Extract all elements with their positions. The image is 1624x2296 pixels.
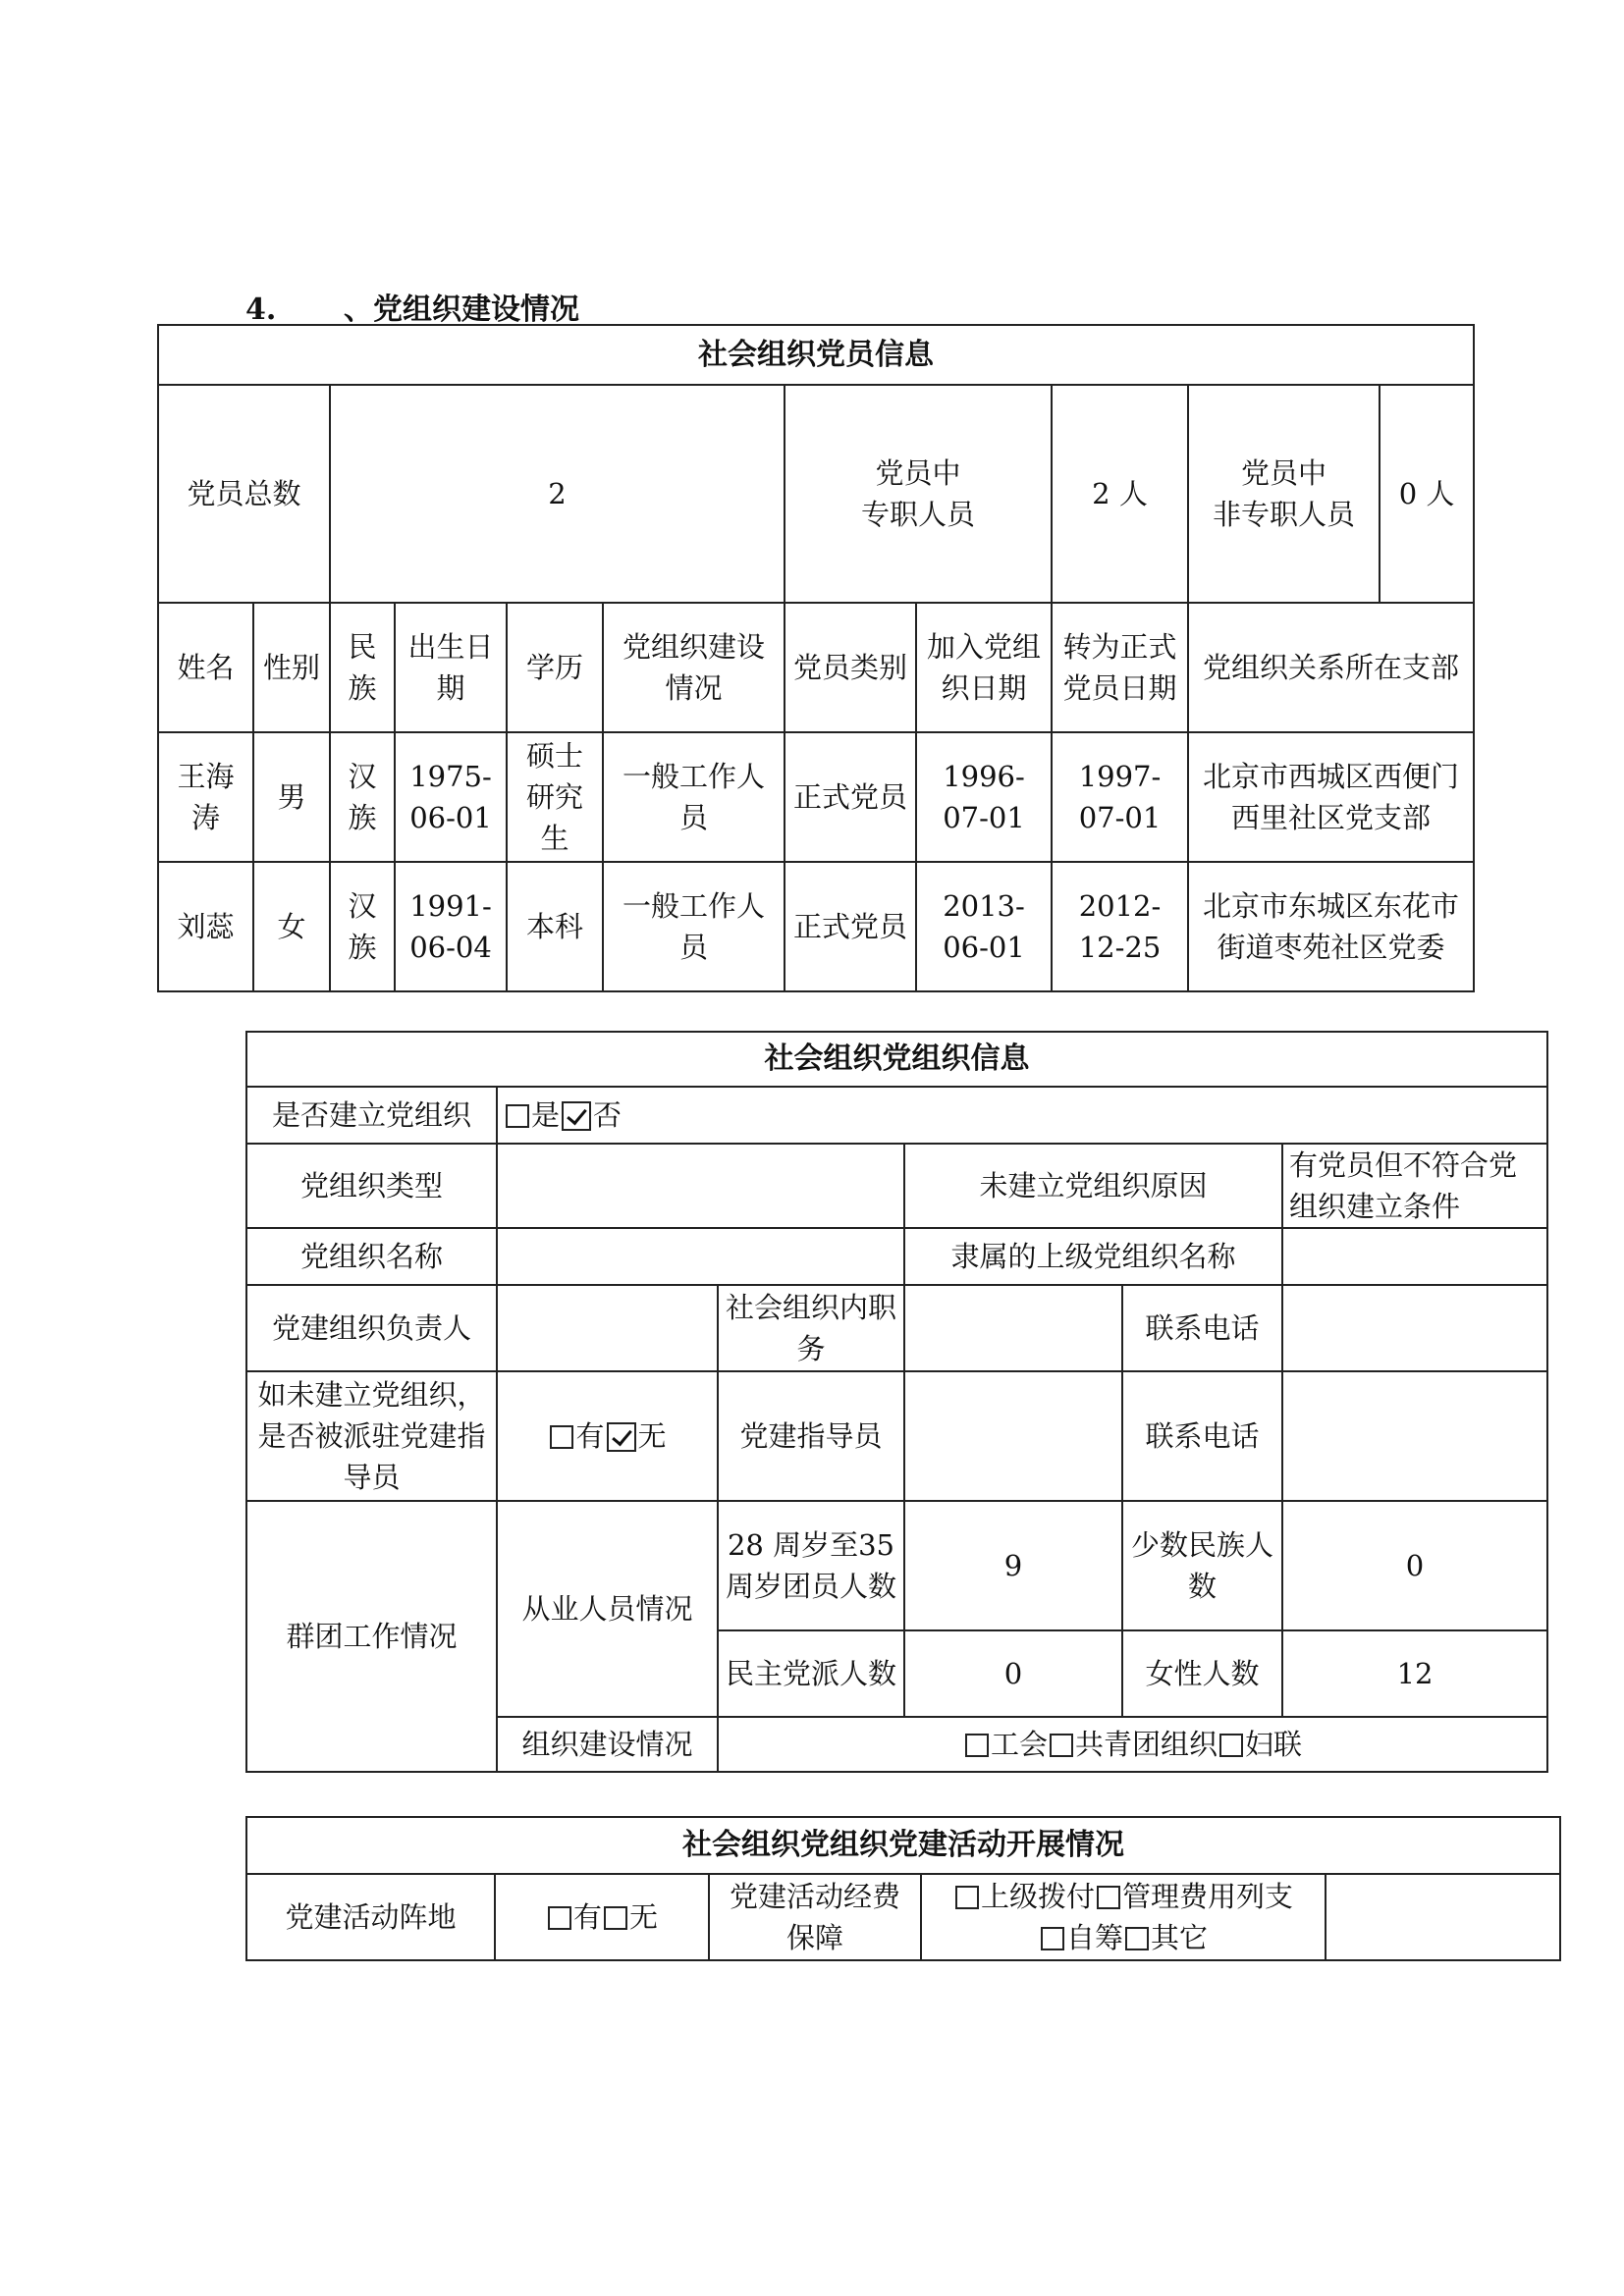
- phone2-label: 联系电话: [1122, 1371, 1282, 1501]
- col-header-party-role: 党组织建设情况: [603, 603, 785, 732]
- checkbox-women-fed[interactable]: [1219, 1734, 1243, 1757]
- reason-label: 未建立党组织原因: [904, 1144, 1282, 1228]
- instructor-value: [904, 1371, 1122, 1501]
- table-row: [158, 862, 1474, 991]
- member-join-date: 1996-07-01: [916, 732, 1052, 862]
- minority-label: 少数民族人数: [1122, 1501, 1282, 1630]
- checkbox-yes[interactable]: [506, 1104, 529, 1128]
- col-header-member-type: 党员类别: [785, 603, 916, 732]
- member-name: 刘蕊: [158, 862, 253, 991]
- section-number: 4.: [245, 293, 277, 327]
- checkbox-funding-superior[interactable]: [955, 1886, 979, 1909]
- phone-value: [1282, 1285, 1547, 1371]
- parttime-members-value: 0 人: [1398, 477, 1455, 510]
- section-heading: [245, 285, 579, 328]
- established-label: 是否建立党组织: [246, 1087, 497, 1144]
- member-branch: 北京市西城区西便门西里社区党支部: [1188, 732, 1474, 862]
- member-ethnicity: 汉族: [330, 732, 395, 862]
- member-header-row: [158, 603, 1474, 732]
- member-gender: 女: [253, 862, 330, 991]
- org-name-label: 党组织名称: [246, 1228, 497, 1285]
- funding-options: [921, 1874, 1326, 1960]
- fulltime-members-value: 2 人: [1052, 385, 1188, 603]
- col-header-education: 学历: [507, 603, 603, 732]
- build-opt-youth-league: 共青团组织: [1075, 1728, 1218, 1761]
- table-row: [158, 732, 1474, 862]
- total-members-value: 2: [330, 385, 785, 603]
- venue-no-label: 无: [629, 1900, 659, 1934]
- col-header-branch: 党组织关系所在支部: [1188, 603, 1474, 732]
- staff-label: 从业人员情况: [497, 1501, 718, 1717]
- venue-yes-label: 有: [572, 1900, 602, 1934]
- section-title: 、党组织建设情况: [344, 293, 579, 327]
- total-members-label: 党员总数: [158, 385, 330, 603]
- dispatch-no-label: 无: [637, 1419, 667, 1453]
- youth-value: 9: [904, 1501, 1122, 1630]
- org-type-value: [497, 1144, 904, 1228]
- member-party-role: 一般工作人员: [603, 732, 785, 862]
- instructor-label: 党建指导员: [718, 1371, 904, 1501]
- reason-value: 有党员但不符合党组织建立条件: [1282, 1144, 1547, 1228]
- checkbox-dispatch-no-checked[interactable]: [607, 1422, 636, 1452]
- col-header-join-date: 加入党组织日期: [916, 603, 1052, 732]
- col-header-birthdate: 出生日期: [395, 603, 507, 732]
- org-name-value: [497, 1228, 904, 1285]
- member-birthdate: 1991-06-04: [395, 862, 507, 991]
- member-birthdate: 1975-06-01: [395, 732, 507, 862]
- member-party-role: 一般工作人员: [603, 862, 785, 991]
- parttime-members-cell: [1188, 385, 1474, 603]
- dispatch-options: [497, 1371, 718, 1501]
- build-opt-union: 工会: [990, 1728, 1048, 1761]
- venue-label: 党建活动阵地: [246, 1874, 495, 1960]
- parttime-members-label: 党员中 非专职人员: [1189, 386, 1380, 602]
- member-type: 正式党员: [785, 862, 916, 991]
- funding-opt-self: 自筹: [1065, 1921, 1123, 1954]
- checkbox-youth-league[interactable]: [1050, 1734, 1073, 1757]
- member-join-date: 2013-06-01: [916, 862, 1052, 991]
- org-info-table: [245, 1031, 1548, 1773]
- position-value: [904, 1285, 1122, 1371]
- established-options: [497, 1087, 1547, 1144]
- phone-label: 联系电话: [1122, 1285, 1282, 1371]
- checkbox-no-checked[interactable]: [562, 1101, 591, 1131]
- member-education: 本科: [507, 862, 603, 991]
- dispatch-label: 如未建立党组织，是否被派驻党建指导员: [246, 1371, 497, 1501]
- venue-options: [495, 1874, 709, 1960]
- funding-opt-mgmt: 管理费用列支: [1122, 1880, 1294, 1913]
- position-label: 社会组织内职务: [718, 1285, 904, 1371]
- parent-org-label: 隶属的上级党组织名称: [904, 1228, 1282, 1285]
- youth-label: 28 周岁至35 周岁团员人数: [718, 1501, 904, 1630]
- member-ethnicity: 汉族: [330, 862, 395, 991]
- fulltime-members-label: 党员中 专职人员: [785, 385, 1052, 603]
- member-table-title: 社会组织党员信息: [158, 325, 1474, 385]
- col-header-name: 姓名: [158, 603, 253, 732]
- leader-label: 党建组织负责人: [246, 1285, 497, 1371]
- build-label: 组织建设情况: [497, 1717, 718, 1772]
- checkbox-dispatch-yes[interactable]: [550, 1425, 573, 1449]
- phone2-value: [1282, 1371, 1547, 1501]
- funding-opt-superior: 上级拨付: [980, 1880, 1095, 1913]
- build-opt-women-fed: 妇联: [1245, 1728, 1303, 1761]
- democratic-label: 民主党派人数: [718, 1630, 904, 1717]
- option-yes-label: 是: [531, 1098, 561, 1132]
- option-no-label: 否: [593, 1098, 623, 1132]
- activity-table-title: 社会组织党组织党建活动开展情况: [246, 1817, 1560, 1874]
- leader-value: [497, 1285, 718, 1371]
- member-gender: 男: [253, 732, 330, 862]
- checkbox-union[interactable]: [965, 1734, 989, 1757]
- funding-opt-other: 其它: [1151, 1921, 1209, 1954]
- parent-org-value: [1282, 1228, 1547, 1285]
- member-type: 正式党员: [785, 732, 916, 862]
- org-type-label: 党组织类型: [246, 1144, 497, 1228]
- member-formal-date: 1997-07-01: [1052, 732, 1188, 862]
- checkbox-venue-no[interactable]: [604, 1906, 627, 1930]
- minority-value: 0: [1282, 1501, 1547, 1630]
- group-work-label: 群团工作情况: [246, 1501, 497, 1772]
- member-info-table: [157, 324, 1475, 992]
- org-table-title: 社会组织党组织信息: [246, 1032, 1547, 1087]
- checkbox-funding-self[interactable]: [1041, 1927, 1064, 1950]
- female-value: 12: [1282, 1630, 1547, 1717]
- female-label: 女性人数: [1122, 1630, 1282, 1717]
- activity-table: [245, 1816, 1561, 1961]
- col-header-formal-date: 转为正式党员日期: [1052, 603, 1188, 732]
- build-options: [718, 1717, 1547, 1772]
- funding-label: 党建活动经费保障: [709, 1874, 921, 1960]
- checkbox-venue-yes[interactable]: [548, 1906, 571, 1930]
- checkbox-funding-other[interactable]: [1125, 1927, 1149, 1950]
- checkbox-funding-mgmt[interactable]: [1097, 1886, 1120, 1909]
- democratic-value: 0: [904, 1630, 1122, 1717]
- col-header-ethnicity: 民族: [330, 603, 395, 732]
- member-formal-date: 2012-12-25: [1052, 862, 1188, 991]
- member-branch: 北京市东城区东花市街道枣苑社区党委: [1188, 862, 1474, 991]
- member-education: 硕士研究生: [507, 732, 603, 862]
- dispatch-yes-label: 有: [575, 1419, 605, 1453]
- member-name: 王海涛: [158, 732, 253, 862]
- col-header-gender: 性别: [253, 603, 330, 732]
- activity-extra-value: [1326, 1874, 1560, 1960]
